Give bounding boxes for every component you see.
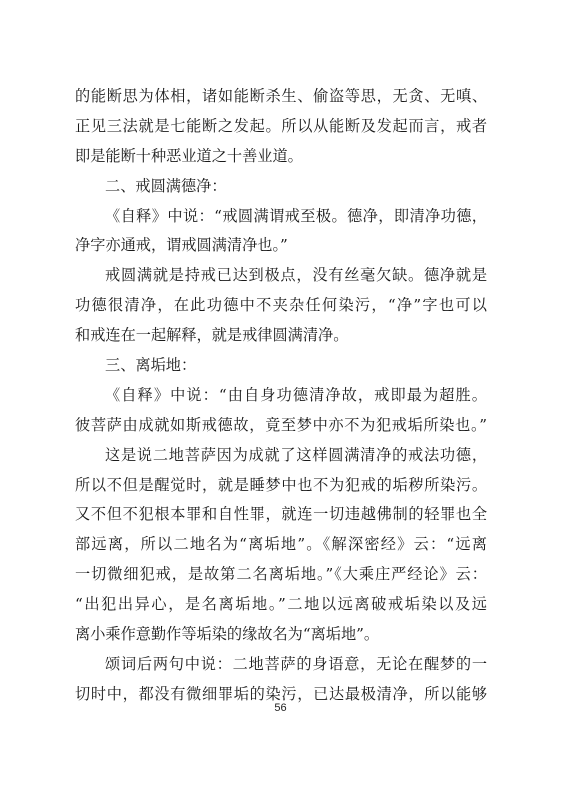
section-heading-2: 二、戒圆满德净： <box>105 176 227 195</box>
text-line: 戒圆满就是持戒已达到极点，没有丝毫欠缺。德净就是 <box>105 266 487 285</box>
text-line: 又不但不犯根本罪和自性罪，就连一切违越佛制的轻罪也全 <box>75 505 487 524</box>
text-line: 颂词后两句中说：二地菩萨的身语意，无论在醒梦的一 <box>105 654 487 673</box>
text-line: 正见三法就是七能断之发起。所以从能断及发起而言，戒者 <box>75 116 487 135</box>
text-line: 《自释》中说：“由自身功德清净故，戒即最为超胜。 <box>105 385 487 404</box>
text-line: 的能断思为体相，诸如能断杀生、偷盗等思，无贪、无嗔、 <box>75 87 487 105</box>
text-line: 一切微细犯戒，是故第二名离垢地。”《大乘庄严经论》云： <box>75 565 487 584</box>
text-line: 《自释》中说：“戒圆满谓戒至极。德净，即清净功德， <box>105 206 487 225</box>
text-line: 离小乘作意勤作等垢染的缘故名为“离垢地”。 <box>75 625 380 644</box>
text-line: 净字亦通戒，谓戒圆满清净也。” <box>75 236 288 255</box>
text-line: 切时中，都没有微细罪垢的染污，已达最极清净，所以能够 <box>75 684 487 703</box>
text-line: 彼菩萨由成就如斯戒德故，竟至梦中亦不为犯戒垢所染也。” <box>75 415 487 434</box>
text-line: “出犯出异心，是名离垢地。”二地以远离破戒垢染以及远 <box>75 595 487 614</box>
page-number: 56 <box>274 702 287 714</box>
text-line: 功德很清净，在此功德中不夹杂任何染污，“净”字也可以 <box>75 296 487 315</box>
text-line: 这是说二地菩萨因为成就了这样圆满清净的戒法功德， <box>105 445 487 464</box>
text-line: 所以不但是醒觉时，就是睡梦中也不为犯戒的垢秽所染污。 <box>75 475 487 494</box>
section-heading-3: 三、离垢地： <box>105 356 197 375</box>
text-line: 部远离，所以二地名为“离垢地”。《解深密经》云：“远离 <box>75 535 487 554</box>
text-line: 和戒连在一起解释，就是戒律圆满清净。 <box>75 326 349 345</box>
page-body <box>75 82 487 710</box>
text-line: 即是能断十种恶业道之十善业道。 <box>75 146 303 165</box>
